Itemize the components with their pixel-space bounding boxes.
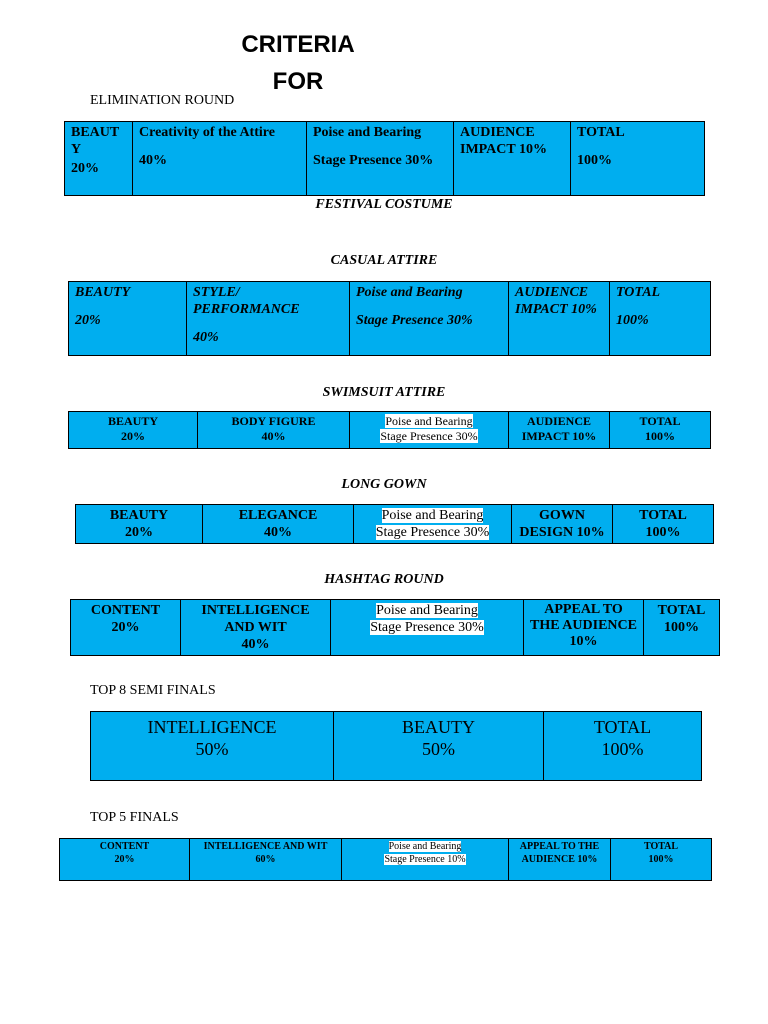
criteria-cell: Poise and Bearing Stage Presence 30% bbox=[350, 412, 509, 449]
criteria-cell: TOTAL 100% bbox=[610, 282, 711, 356]
criteria-cell: BEAUT Y 20% bbox=[65, 122, 133, 196]
criteria-cell: TOTAL 100% bbox=[544, 712, 702, 781]
criteria-cell: TOTAL 100% bbox=[571, 122, 705, 196]
criteria-cell: TOTAL 100% bbox=[644, 600, 720, 656]
semi-finals-label: TOP 8 SEMI FINALS bbox=[90, 683, 216, 698]
criteria-cell: Poise and Bearing Stage Presence 30% bbox=[354, 505, 512, 544]
criteria-cell: INTELLIGENCE AND WIT 40% bbox=[181, 600, 331, 656]
criteria-cell: Poise and Bearing Stage Presence 30% bbox=[331, 600, 524, 656]
criteria-cell: GOWN DESIGN 10% bbox=[512, 505, 613, 544]
criteria-cell: BEAUTY 20% bbox=[76, 505, 203, 544]
criteria-cell: TOTAL 100% bbox=[611, 839, 712, 881]
elimination-round-label: ELIMINATION ROUND bbox=[90, 93, 235, 108]
criteria-cell: ELEGANCE 40% bbox=[203, 505, 354, 544]
criteria-cell: BEAUTY 20% bbox=[69, 282, 187, 356]
long-gown-heading: LONG GOWN bbox=[341, 477, 427, 492]
semi-finals-criteria-table bbox=[90, 711, 702, 781]
criteria-cell: TOTAL 100% bbox=[610, 412, 711, 449]
criteria-cell: AUDIENCE IMPACT 10% bbox=[509, 282, 610, 356]
finals-criteria-table bbox=[59, 838, 712, 881]
finals-label: TOP 5 FINALS bbox=[90, 810, 179, 825]
elimination-criteria-table bbox=[64, 121, 705, 196]
criteria-cell: INTELLIGENCE 50% bbox=[91, 712, 334, 781]
long-gown-criteria-table bbox=[75, 504, 714, 544]
swimsuit-attire-heading: SWIMSUIT ATTIRE bbox=[322, 385, 446, 400]
criteria-cell: STYLE/ PERFORMANCE 40% bbox=[187, 282, 350, 356]
casual-attire-heading: CASUAL ATTIRE bbox=[330, 253, 438, 268]
hashtag-criteria-table bbox=[70, 599, 720, 656]
criteria-cell: APPEAL TO THE AUDIENCE 10% bbox=[524, 600, 644, 656]
casual-criteria-table bbox=[68, 281, 711, 356]
criteria-cell: BODY FIGURE 40% bbox=[198, 412, 350, 449]
criteria-cell: AUDIENCE IMPACT 10% bbox=[509, 412, 610, 449]
criteria-cell: Poise and Bearing Stage Presence 10% bbox=[342, 839, 509, 881]
swimsuit-criteria-table bbox=[68, 411, 711, 449]
festival-costume-caption: FESTIVAL COSTUME bbox=[315, 197, 453, 212]
criteria-cell: BEAUTY 50% bbox=[334, 712, 544, 781]
criteria-cell: APPEAL TO THE AUDIENCE 10% bbox=[509, 839, 611, 881]
criteria-cell: Poise and Bearing Stage Presence 30% bbox=[307, 122, 454, 196]
criteria-cell: AUDIENCE IMPACT 10% bbox=[454, 122, 571, 196]
criteria-cell: CONTENT 20% bbox=[71, 600, 181, 656]
page-title-line-2: FOR bbox=[272, 68, 324, 90]
criteria-cell: BEAUTY 20% bbox=[69, 412, 198, 449]
criteria-cell: TOTAL 100% bbox=[613, 505, 714, 544]
criteria-cell: Poise and Bearing Stage Presence 30% bbox=[350, 282, 509, 356]
page-title: CRITERIA bbox=[241, 31, 355, 58]
criteria-cell: INTELLIGENCE AND WIT 60% bbox=[190, 839, 342, 881]
hashtag-round-heading: HASHTAG ROUND bbox=[324, 572, 444, 587]
criteria-cell: Creativity of the Attire 40% bbox=[133, 122, 307, 196]
criteria-cell: CONTENT 20% bbox=[60, 839, 190, 881]
